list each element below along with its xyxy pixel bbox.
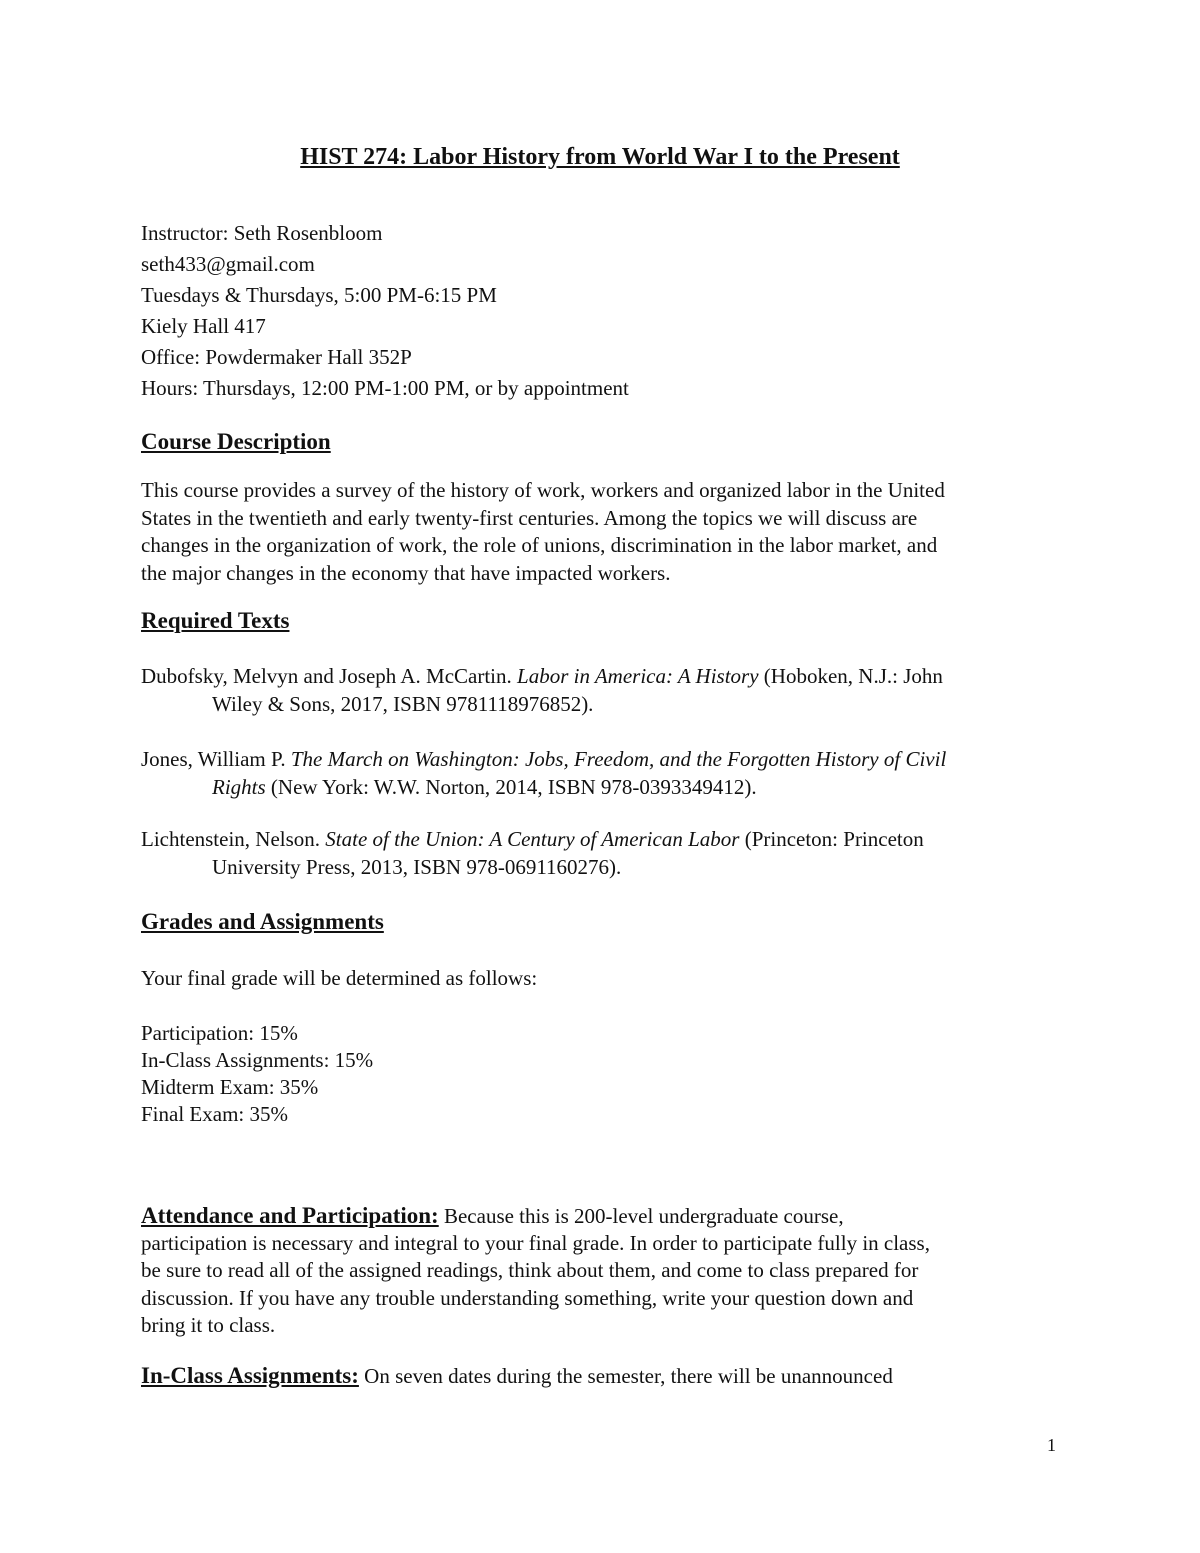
grade-item: Midterm Exam: 35%	[141, 1075, 319, 1099]
ref-author: Dubofsky, Melvyn and Joseph A. McCartin.	[141, 664, 518, 688]
attendance-section	[141, 1202, 930, 1340]
reference-3	[141, 826, 924, 881]
ref-pub: (Hoboken, N.J.: John	[758, 664, 943, 688]
reference-2	[141, 746, 946, 801]
grades-intro: Your final grade will be determined as follows:	[141, 966, 538, 990]
course-description-heading: Course Description	[141, 429, 331, 454]
ref-title: Rights	[212, 774, 266, 799]
course-description-text	[141, 477, 945, 587]
ref-pub: Wiley & Sons, 2017, ISBN 9781118976852).	[212, 691, 594, 716]
grade-item: In-Class Assignments: 15%	[141, 1048, 374, 1072]
text-line: States in the twentieth and early twenty-first centuries. Among the topics we will discuss are	[141, 505, 918, 530]
ref-title: State of the Union: A Century of American Labor	[325, 827, 740, 851]
text-line: participation is necessary and integral to your final grade. In order to participate fully in class,	[141, 1230, 930, 1255]
ref-author: Jones, William P.	[141, 747, 291, 771]
ref-pub: University Press, 2013, ISBN 978-0691160276).	[212, 854, 622, 879]
grade-breakdown	[141, 1020, 373, 1128]
in-class-section	[141, 1362, 893, 1390]
text-line: the major changes in the economy that have impacted workers.	[141, 560, 671, 585]
ref-author: Lichtenstein, Nelson.	[141, 827, 326, 851]
attendance-heading: Attendance and Participation:	[141, 1203, 439, 1228]
document-title: HIST 274: Labor History from World War I to the Present	[300, 144, 900, 170]
text-line: be sure to read all of the assigned readings, think about them, and come to class prepared for	[141, 1258, 919, 1282]
room: Kiely Hall 417	[141, 314, 266, 338]
instructor: Instructor: Seth Rosenbloom	[141, 221, 383, 245]
office-hours: Hours: Thursdays, 12:00 PM-1:00 PM, or by appointment	[141, 376, 629, 400]
reference-1	[141, 663, 943, 718]
ref-pub: (New York: W.W. Norton, 2014, ISBN 978-0393349412).	[265, 774, 757, 799]
grade-item: Participation: 15%	[141, 1021, 298, 1045]
text-line: On seven dates during the semester, there will be unannounced	[358, 1364, 893, 1388]
ref-title: Labor in America: A History	[517, 664, 759, 688]
grades-heading: Grades and Assignments	[141, 909, 384, 934]
ref-title: The March on Washington: Jobs, Freedom, and the Forgotten History of Civil	[290, 747, 947, 771]
email: seth433@gmail.com	[141, 252, 315, 276]
text-line: discussion. If you have any trouble understanding something, write your question down and	[141, 1285, 914, 1310]
ref-pub: (Princeton: Princeton	[739, 827, 924, 851]
office: Office: Powdermaker Hall 352P	[141, 345, 412, 369]
text-line: This course provides a survey of the history of work, workers and organized labor in the United	[141, 478, 945, 502]
text-line: changes in the organization of work, the role of unions, discrimination in the labor market, and	[141, 533, 938, 557]
course-info	[141, 218, 629, 404]
text-line: Because this is 200-level undergraduate course,	[438, 1204, 844, 1228]
grade-item: Final Exam: 35%	[141, 1102, 288, 1126]
page-number: 1	[1047, 1435, 1056, 1455]
required-texts-heading: Required Texts	[141, 608, 290, 633]
text-line: bring it to class.	[141, 1313, 276, 1337]
meeting-time: Tuesdays & Thursdays, 5:00 PM-6:15 PM	[141, 283, 497, 307]
in-class-heading: In-Class Assignments:	[141, 1363, 359, 1388]
